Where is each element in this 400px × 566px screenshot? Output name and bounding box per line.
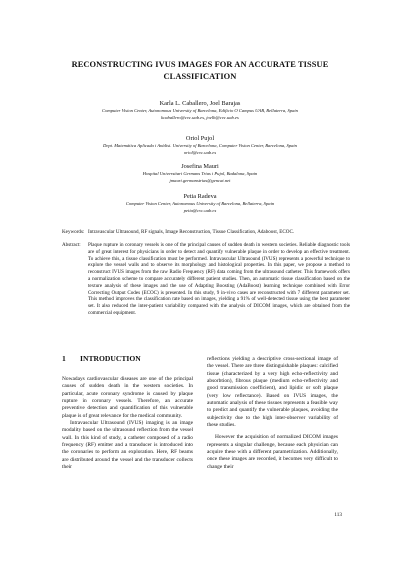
body-paragraph: reflections yielding a descriptive cross-sectional image of the vessel. There are three distinguishable plaques: calcified tissue (characterized by a very high echo-reflectivity and absorbtion), fibrous plaque (medium echo-reflectivity and good transmission coefficient), and lipidic or soft plaque (very low reflectance). Based on IVUS images, the automatic analysis of these tissues represents a feasible way to predict and quantify the vulnerable plaques, avoiding the subjectivity due to the high inter-observer variability of these studies. bbox=[207, 356, 338, 429]
title-line: CLASSIFICATION bbox=[163, 72, 237, 81]
title-line: RECONSTRUCTING IVUS IMAGES FOR AN ACCURATE TISSUE bbox=[71, 60, 329, 69]
author-email: jmauri.germanstrias@gencat.net bbox=[169, 177, 231, 183]
abstract-text: Plaque rupture in coronary vessels is one of the principal causes of sudden death in western societies. Reliable diagnostic tools are of great interest for physicians in order to detect and quantify vulnerable plaque in order to develop an effective treatment. To achieve this, a tissue classification must be performed. Intravascular Ultrasound (IVUS) represents a powerful technique to explore the vessel walls and to observe its morphology and histological properties. In this paper, we propose a method to reconstruct IVUS images from the raw Radio Frequency (RF) data coming from the ultrasound catheter. This framework offers a normalization scheme to compare accurately different patient studies. Then, an automatic tissue classification based on the texture analysis of these images and the use of Adapting Boosting (AdaBoost) learning technique combined with Error Correcting Output Codes (ECOC) is presented. In this study, 9 in-vivo cases are reconstructed with 7 different parameter set. This method improves the classification rate based on images, yielding a 91% of well-detected tissue using the best parameter set. It also reduced the inter-patient variability compared with the analysis of DICOM images, which are obtained from the commercial equipment. bbox=[88, 242, 350, 316]
section-number: 1 bbox=[62, 354, 66, 363]
author-affiliation: Computer Vision Center, Autonomous University of Barcelona, Edificio O Campus UAB, Bellaterra, Spain bbox=[102, 108, 298, 113]
section-title: INTRODUCTION bbox=[80, 354, 141, 363]
section-heading bbox=[62, 354, 193, 364]
author-affiliation: Dept. Matemàtica Aplicada i Anàlisi. University of Barcelona, Computer Vision Center, Barcelona, Spain bbox=[103, 143, 297, 148]
right-column bbox=[207, 356, 338, 471]
author-name: Josefina Mauri bbox=[181, 163, 219, 170]
keywords-text: Intravascular Ultrasound, RF signals, Image Reconstruction, Tissue Classification, Adaboost, ECOC. bbox=[88, 229, 295, 235]
author-block bbox=[60, 192, 340, 214]
paper-title bbox=[60, 59, 340, 83]
author-name: Karla L. Caballero, Joel Barajas bbox=[159, 100, 241, 107]
body-paragraph: Intravascular Ultrasound (IVUS) imaging is an image modality based on the ultrasound reflection from the vessel wall. In this kind of study, a catheter composed of a radio frequency (RF) emitter and a transducer is introduced into the coronaries to perform an exploration. Here, RF beams are distributed around the vessel and the transducer collects their bbox=[62, 420, 193, 471]
abstract-label: Abstract: bbox=[62, 242, 81, 248]
author-block bbox=[60, 134, 340, 156]
author-affiliation: Computer Vision Center, Autonomous University of Barcelona, Bellaterra, Spain bbox=[125, 201, 275, 206]
page-number: 113 bbox=[334, 512, 342, 518]
author-name: Oriol Pujol bbox=[185, 135, 215, 142]
keywords-label: Keywords: bbox=[62, 229, 85, 235]
body-paragraph: Nowadays cardiovascular diseases are one of the principal causes of sudden death in the western societies. In particular, acute coronary syndrome is caused by plaque rupture in coronary vessels. Therefore, an accurate preventive detection and quantification of this vulnerable plaque is of great relevance for the medical community. bbox=[62, 376, 193, 419]
author-block bbox=[60, 162, 340, 184]
author-email: kcaballero@cvc.uab.es, joelb@cvc.uab.es bbox=[161, 114, 239, 120]
author-name: Petia Radeva bbox=[183, 193, 217, 200]
body-paragraph: However the acquisition of normalized DICOM images represents a singular challenge, because each physician can acquire these with a different parametrization. Additionally, once these images are recorded, it becomes very difficult to change their bbox=[207, 434, 338, 470]
author-email: oriol@cvc.uab.es bbox=[183, 149, 217, 155]
author-email: petia@cvc.uab.es bbox=[183, 207, 217, 213]
left-column bbox=[62, 354, 193, 471]
author-block bbox=[60, 99, 340, 121]
author-affiliation: Hospital Universitari Germans Trias i Pujol, Badalona, Spain bbox=[142, 171, 258, 176]
